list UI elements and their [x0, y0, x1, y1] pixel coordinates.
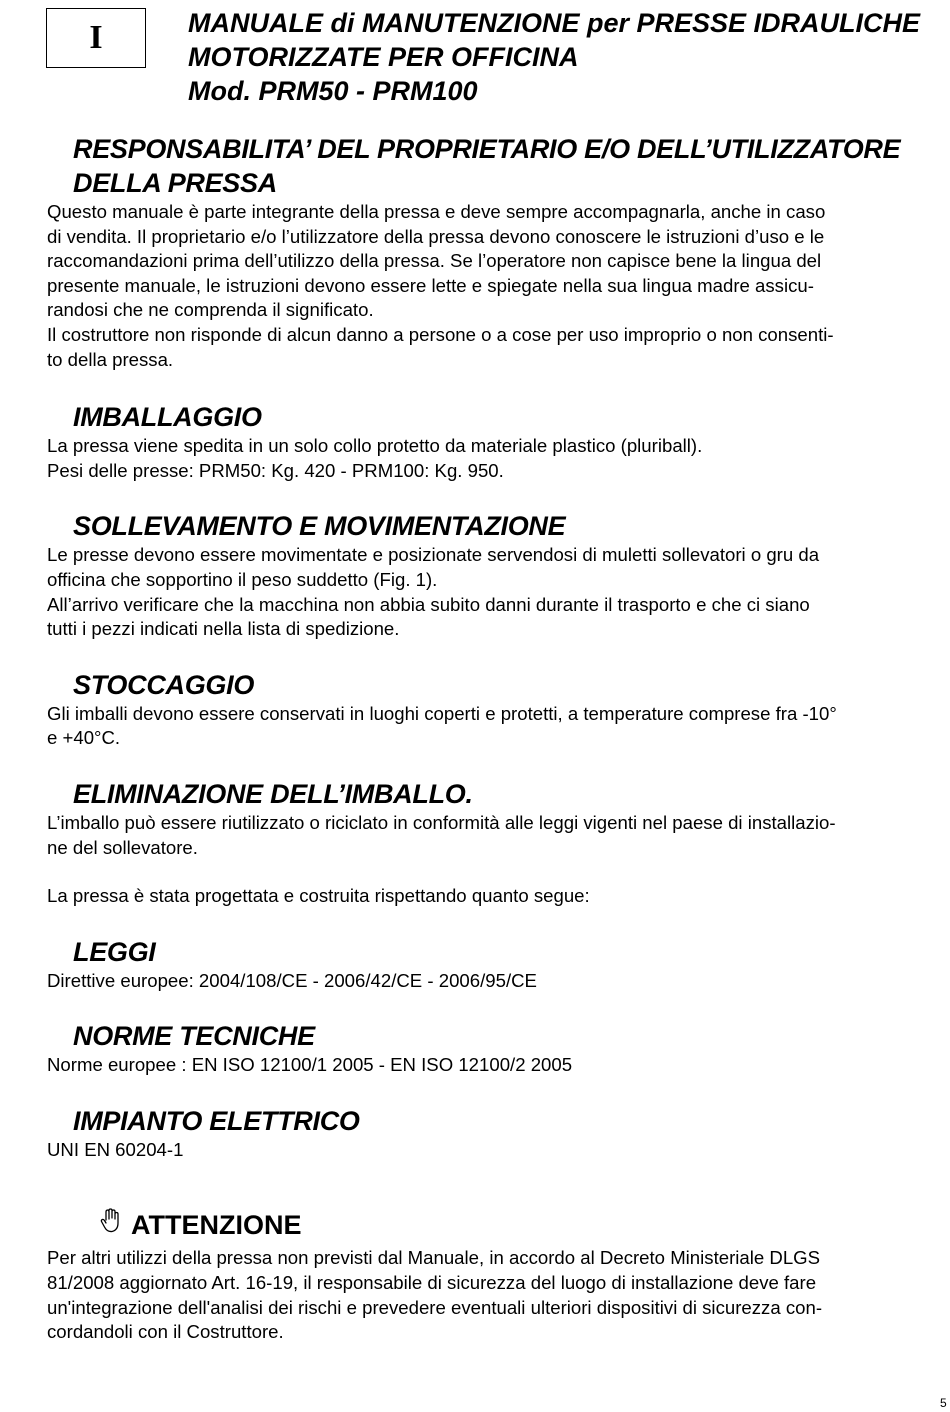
text-line: cordandoli con il Costruttore. — [47, 1321, 284, 1343]
paragraph — [47, 811, 947, 860]
text-line: Il costruttore non risponde di alcun danno a persone o a cose per uso improprio o non consenti- — [47, 323, 834, 345]
text-line: La pressa viene spedita in un solo collo protetto da materiale plastico (pluriball). — [47, 435, 703, 457]
text-line: Norme europee : EN ISO 12100/1 2005 - EN ISO 12100/2 2005 — [47, 1054, 573, 1076]
text-line: tutti i pezzi indicati nella lista di spedizione. — [47, 618, 400, 640]
section-responsabilita — [47, 132, 947, 372]
text-line: Pesi delle presse: PRM50: Kg. 420 - PRM100: Kg. 950. — [47, 459, 504, 481]
section-leggi — [47, 935, 947, 994]
section-heading: ELIMINAZIONE DELL’IMBALLO. — [73, 778, 473, 809]
section-heading: STOCCAGGIO — [73, 669, 255, 700]
paragraph — [47, 969, 947, 994]
title-line-3: Mod. PRM50 - PRM100 — [188, 76, 478, 106]
warning-title: ATTENZIONE — [131, 1210, 302, 1241]
text-line: UNI EN 60204-1 — [47, 1138, 184, 1160]
paragraph — [47, 1053, 947, 1078]
document-body — [47, 132, 947, 1345]
section-stoccaggio — [47, 668, 947, 751]
paragraph — [47, 543, 947, 641]
section-heading: DELLA PRESSA — [73, 168, 277, 198]
section-sollevamento — [47, 509, 947, 641]
text-line: Questo manuale è parte integrante della pressa e deve sempre accompagnarla, anche in caso — [47, 201, 826, 222]
text-line: 81/2008 aggiornato Art. 16-19, il responsabile di sicurezza del luogo di installazione deve fare — [47, 1272, 817, 1294]
text-line: e +40°C. — [47, 727, 121, 749]
section-heading: IMPIANTO ELETTRICO — [73, 1105, 360, 1136]
text-line: ne del sollevatore. — [47, 836, 198, 858]
text-line: un'integrazione dell'analisi dei rischi e prevedere eventuali ulteriori dispositivi di sicurezza con- — [47, 1296, 823, 1318]
section-impianto — [47, 1104, 947, 1163]
warning-heading — [99, 1208, 947, 1242]
paragraph — [47, 1246, 947, 1344]
text-line: Per altri utilizzi della pressa non previsti dal Manuale, in accordo al Decreto Ministeriale DLGS — [47, 1247, 821, 1269]
text-line: All’arrivo verificare che la macchina non abbia subito danni durante il trasporto e che ci siano — [47, 593, 810, 615]
section-eliminazione — [47, 777, 947, 909]
paragraph — [47, 884, 947, 909]
page-number: 5 — [940, 1396, 947, 1410]
paragraph — [47, 702, 947, 751]
title-line-1: MANUALE di MANUTENZIONE per PRESSE IDRAULICHE — [188, 8, 921, 38]
text-line: L’imballo può essere riutilizzato o riciclato in conformità alle leggi vigenti nel paese di installazio- — [47, 811, 836, 833]
paragraph — [47, 1138, 947, 1163]
section-heading: NORME TECNICHE — [73, 1021, 315, 1052]
page-title — [188, 6, 920, 108]
paragraph — [47, 200, 947, 372]
paragraph — [47, 434, 947, 483]
text-line: to della pressa. — [47, 348, 174, 370]
text-line: raccomandazioni prima dell’utilizzo della pressa. Se l’operatore non capisce bene la lingua del — [47, 250, 822, 272]
section-heading: RESPONSABILITA’ DEL PROPRIETARIO E/O DELL’UTILIZZATORE — [73, 134, 901, 164]
text-line: Le presse devono essere movimentate e posizionate servendosi di muletti sollevatori o gru da — [47, 544, 820, 566]
section-heading: SOLLEVAMENTO E MOVIMENTAZIONE — [73, 511, 566, 542]
text-line: La pressa è stata progettata e costruita rispettando quanto segue: — [47, 885, 590, 907]
text-line: Gli imballi devono essere conservati in luoghi coperti e protetti, a temperature comprese fra -10° — [47, 702, 837, 724]
section-heading: LEGGI — [73, 936, 156, 967]
section-heading: IMBALLAGGIO — [73, 402, 262, 433]
title-line-2: MOTORIZZATE PER OFFICINA — [188, 42, 579, 72]
text-line: di vendita. Il proprietario e/o l’utilizzatore della pressa devono conoscere le istruzioni d’uso e le — [47, 225, 825, 247]
section-norme — [47, 1019, 947, 1078]
language-box: I — [46, 8, 146, 68]
section-imballaggio — [47, 400, 947, 483]
text-line: Direttive europee: 2004/108/CE - 2006/42/CE - 2006/95/CE — [47, 969, 537, 991]
hand-icon — [99, 1208, 131, 1242]
section-attenzione — [47, 1208, 947, 1344]
text-line: presente manuale, le istruzioni devono essere lette e spiegate nella sua lingua madre assicu- — [47, 274, 814, 296]
text-line: randosi che ne comprenda il significato. — [47, 299, 374, 321]
text-line: officina che sopportino il peso suddetto (Fig. 1). — [47, 568, 438, 590]
